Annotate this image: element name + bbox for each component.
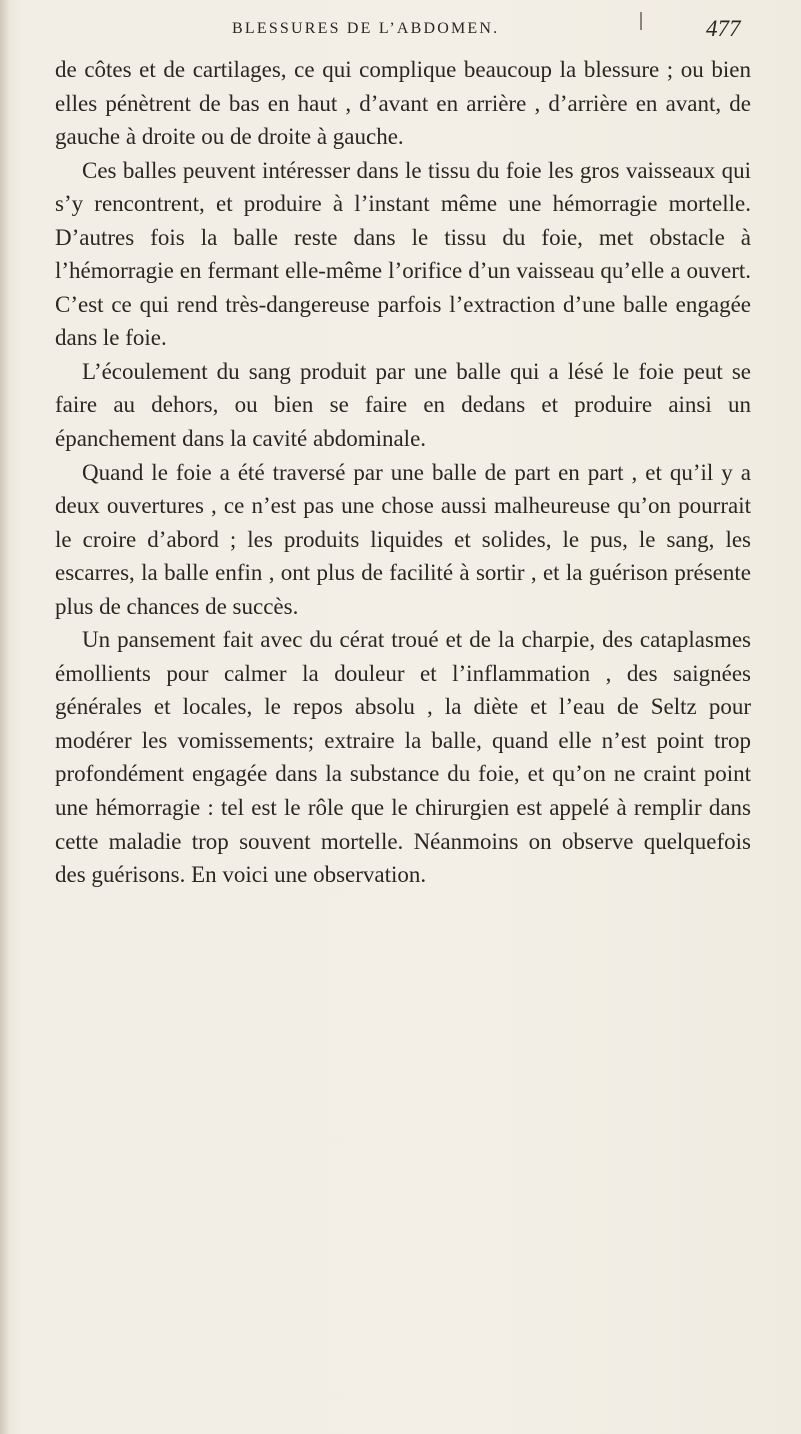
running-title: BLESSURES DE L’ABDOMEN. bbox=[232, 20, 500, 37]
page-header bbox=[0, 12, 801, 52]
page-spine-shadow bbox=[0, 0, 10, 1434]
paragraph: Un pansement fait avec du cérat troué et de la charpie, des cataplasmes émollients pour calmer la douleur et l’inflammation , des saignées générales et locales, le repos absolu , la diète et l’eau de Seltz pour modérer les vomissements; extraire la balle, quand elle n’est point trop profondément engagée dans la substance du foie, et qu’on ne craint point une hémorragie : tel est le rôle que le chirurgien est appelé à remplir dans cette maladie trop souvent mortelle. Néanmoins on observe quelquefois des guérisons. En voici une observation. bbox=[55, 627, 751, 888]
paragraph: Quand le foie a été traversé par une balle de part en part , et qu’il y a deux ouvertures , ce n’est pas une chose aussi malheureuse qu’on pourrait le croire d’abord ; les produits liquides et solides, le pus, le sang, les escarres, la balle enfin , ont plus de facilité à sortir , et la guérison présente plus de chances de succès. bbox=[55, 459, 751, 619]
paragraph: L’écoulement du sang produit par une balle qui a lésé le foie peut se faire au dehors, ou bien se faire en dedans et produire ainsi un épanchement dans la cavité abdominale. bbox=[55, 358, 751, 452]
body-text bbox=[55, 53, 751, 892]
paragraph-continuation: de côtes et de cartilages, ce qui complique beaucoup la blessure ; ou bien elles pénètrent de bas en haut , d’avant en arrière , d’arrière en avant, de gauche à droite ou de droite à gauche. bbox=[55, 57, 751, 150]
paragraph: Ces balles peuvent intéresser dans le tissu du foie les gros vaisseaux qui s’y rencontrent, et produire à l’instant même une hémorragie mortelle. D’autres fois la balle reste dans le tissu du foie, met obstacle à l’hémorragie en fermant elle-même l’orifice d’un vaisseau qu’elle a ouvert. C’est ce qui rend très-dangereuse parfois l’extraction d’une balle engagée dans le foie. bbox=[55, 157, 751, 351]
page-number: 477 bbox=[706, 16, 741, 41]
print-mark bbox=[640, 12, 642, 30]
